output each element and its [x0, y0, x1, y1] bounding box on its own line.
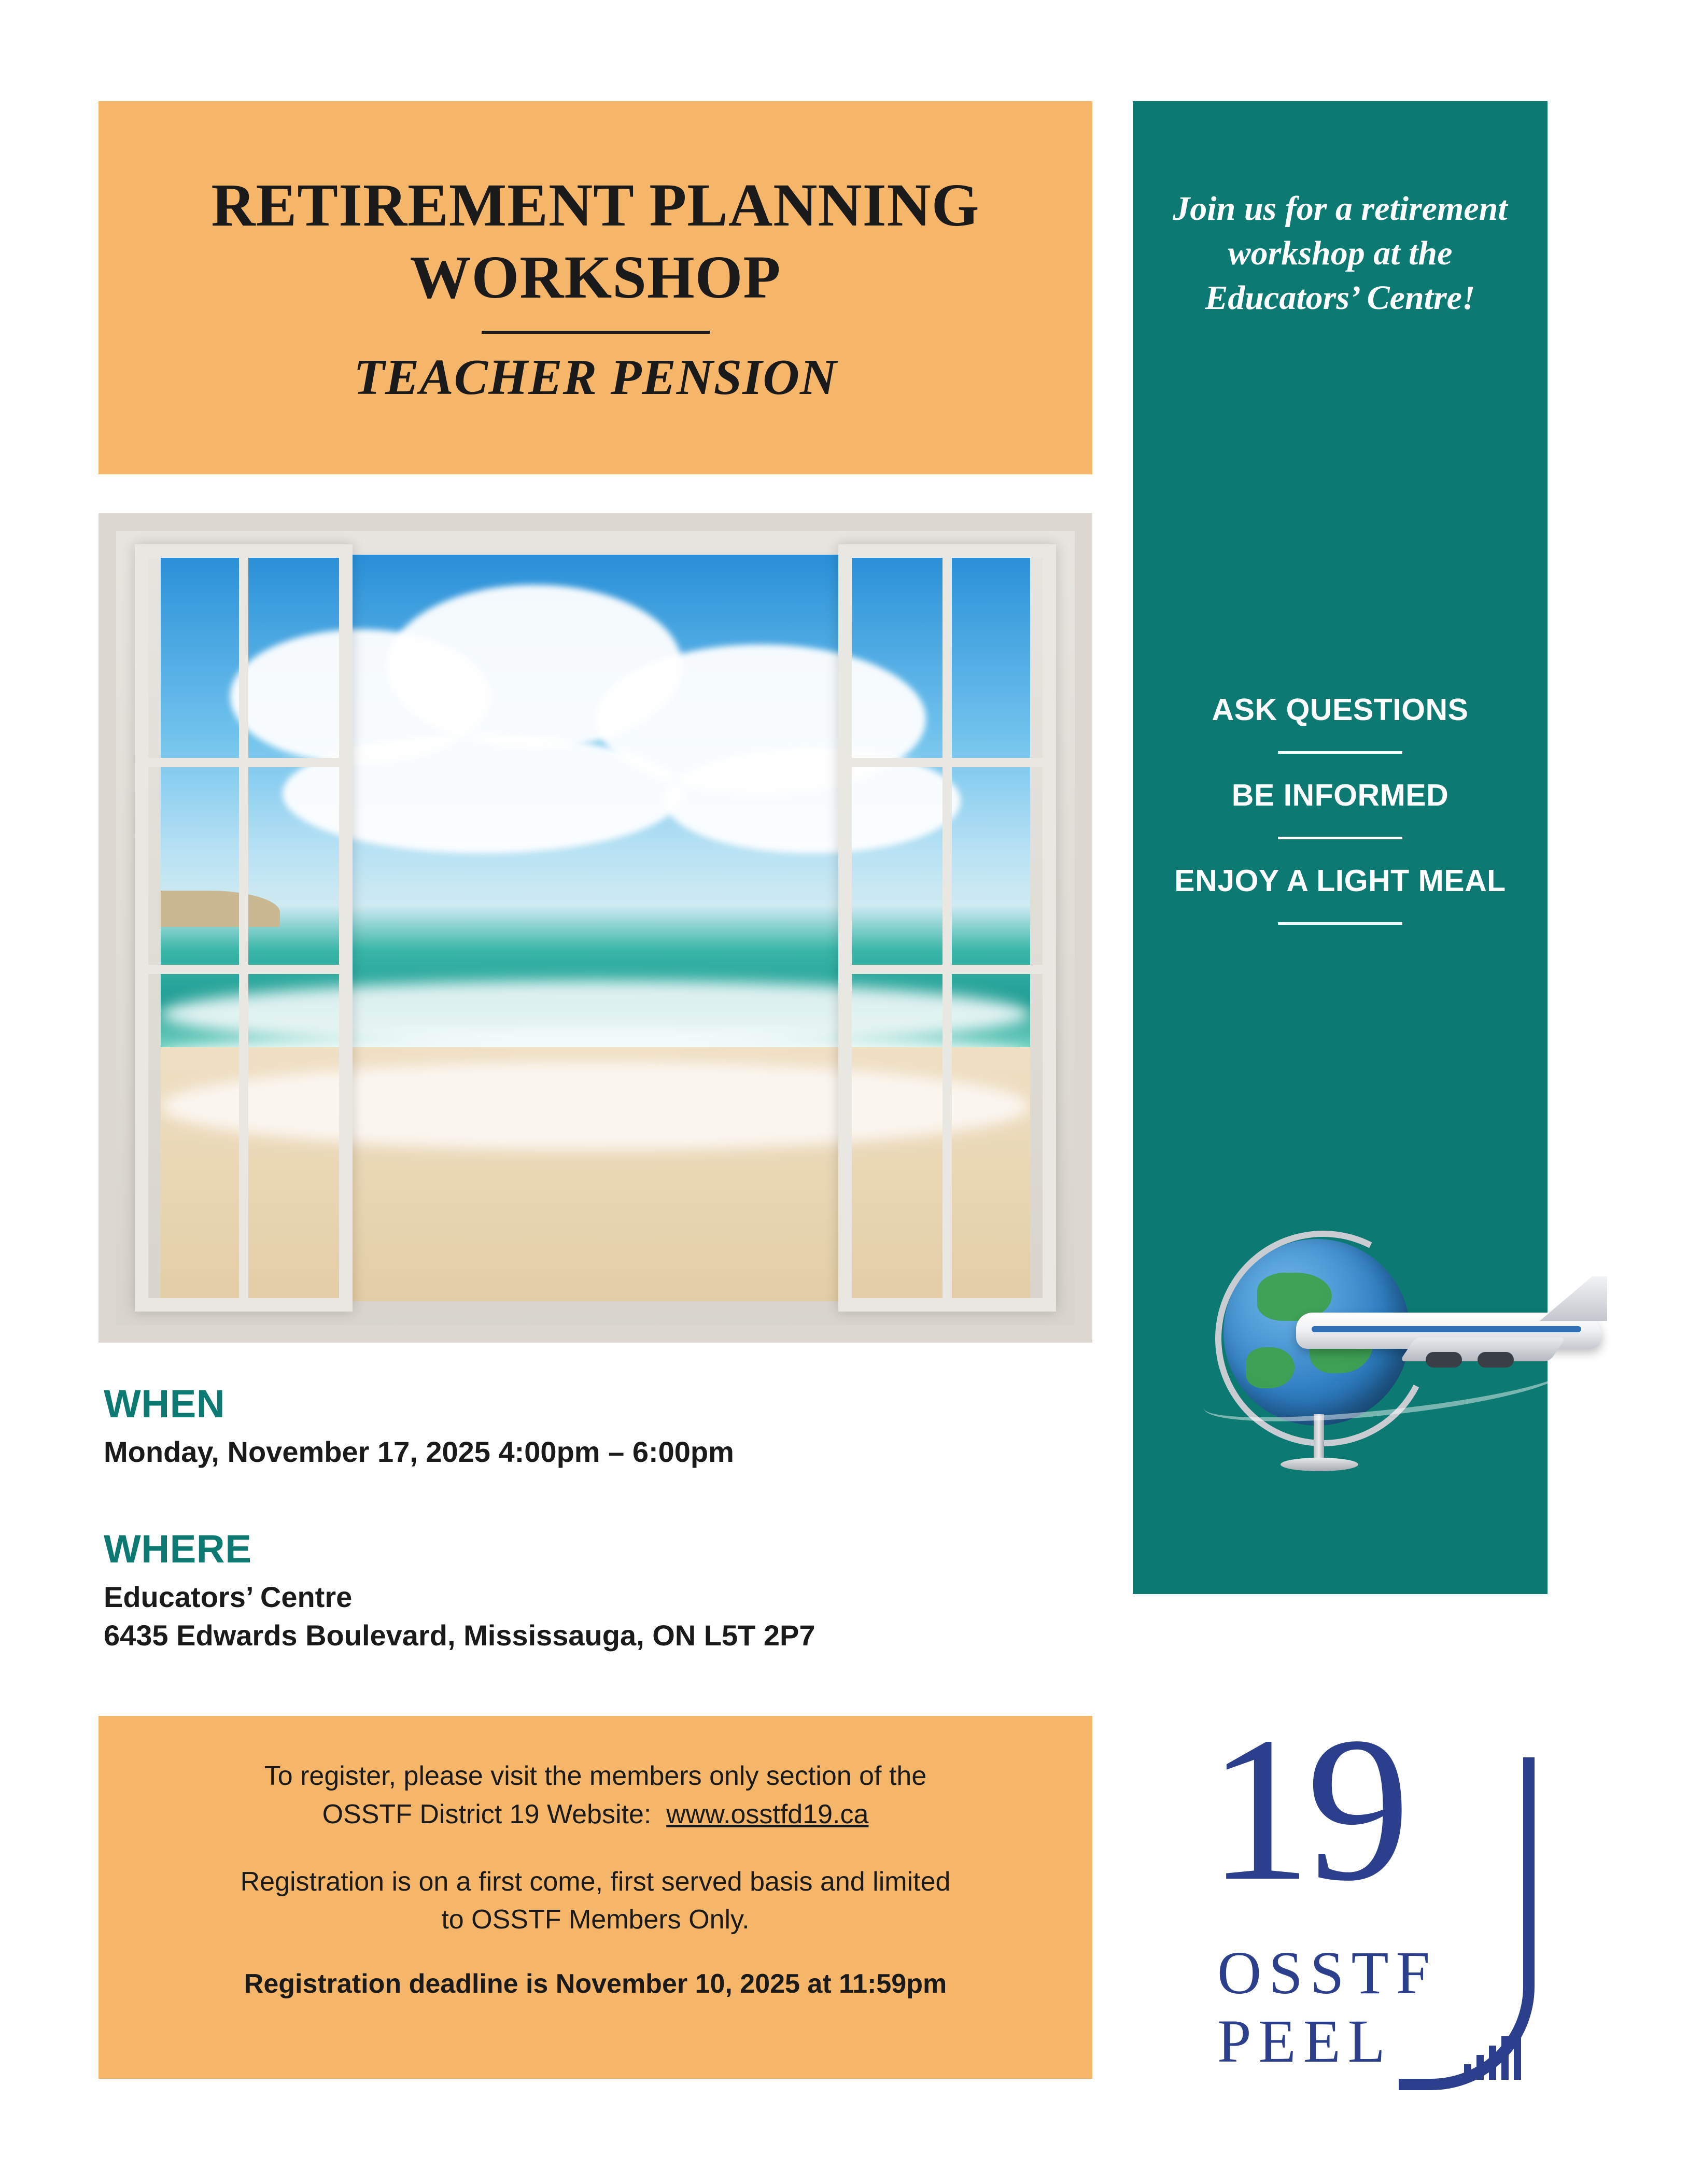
side-panel-intro: Join us for a retirement workshop at the Educators’ Centre!: [1173, 190, 1508, 317]
registration-line-1: To register, please visit the members only section of the: [264, 1761, 927, 1791]
osstf-peel-logo: [1208, 1694, 1540, 2089]
registration-line-3: Registration is on a first come, first served basis and limited: [240, 1866, 951, 1897]
registration-line-4: to OSSTF Members Only.: [441, 1905, 750, 1935]
bullet-divider: [1278, 751, 1402, 754]
where-address: 6435 Edwards Boulevard, Mississauga, ON L5T 2P7: [104, 1618, 815, 1652]
page-subtitle: TEACHER PENSION: [354, 349, 837, 406]
globe-airplane-icon: [1192, 1208, 1628, 1519]
open-window-beach-photo: [99, 513, 1092, 1343]
bullet-ask-questions: ASK QUESTIONS: [1212, 693, 1469, 727]
title-line-1: RETIREMENT PLANNING: [211, 171, 980, 239]
title-line-2: WORKSHOP: [410, 243, 781, 311]
where-heading: WHERE: [104, 1527, 252, 1571]
page-title: [211, 169, 979, 313]
title-divider: [482, 331, 710, 334]
globe-stand: [1281, 1414, 1358, 1476]
title-banner: [99, 101, 1092, 474]
where-venue: Educators’ Centre: [104, 1581, 353, 1613]
where-section: [104, 1527, 815, 1655]
registration-line-2: [156, 1796, 1035, 1834]
registration-website-label: OSSTF District 19 Website:: [322, 1799, 652, 1829]
logo-number: 19: [1208, 1694, 1405, 1924]
logo-district: PEEL: [1217, 2007, 1392, 2075]
bullet-divider: [1278, 837, 1402, 839]
side-panel-bullets: [1154, 692, 1527, 949]
bullet-enjoy-light-meal: ENJOY A LIGHT MEAL: [1174, 864, 1506, 898]
spacer: [156, 1834, 1035, 1863]
when-heading: WHEN: [104, 1382, 226, 1426]
spacer: [156, 1939, 1035, 1968]
bullet-be-informed: BE INFORMED: [1231, 778, 1449, 812]
when-details: Monday, November 17, 2025 4:00pm – 6:00pm: [104, 1435, 734, 1468]
registration-box: [99, 1716, 1092, 2079]
registration-website-link[interactable]: www.osstfd19.ca: [666, 1799, 869, 1829]
logo-bars: [1464, 2023, 1521, 2080]
logo-org: OSSTF: [1217, 1939, 1438, 2007]
bullet-divider: [1278, 922, 1402, 925]
registration-deadline: Registration deadline is November 10, 2025 at 11:59pm: [244, 1969, 947, 1999]
when-section: [104, 1382, 734, 1471]
window-frame: [99, 513, 1092, 1343]
